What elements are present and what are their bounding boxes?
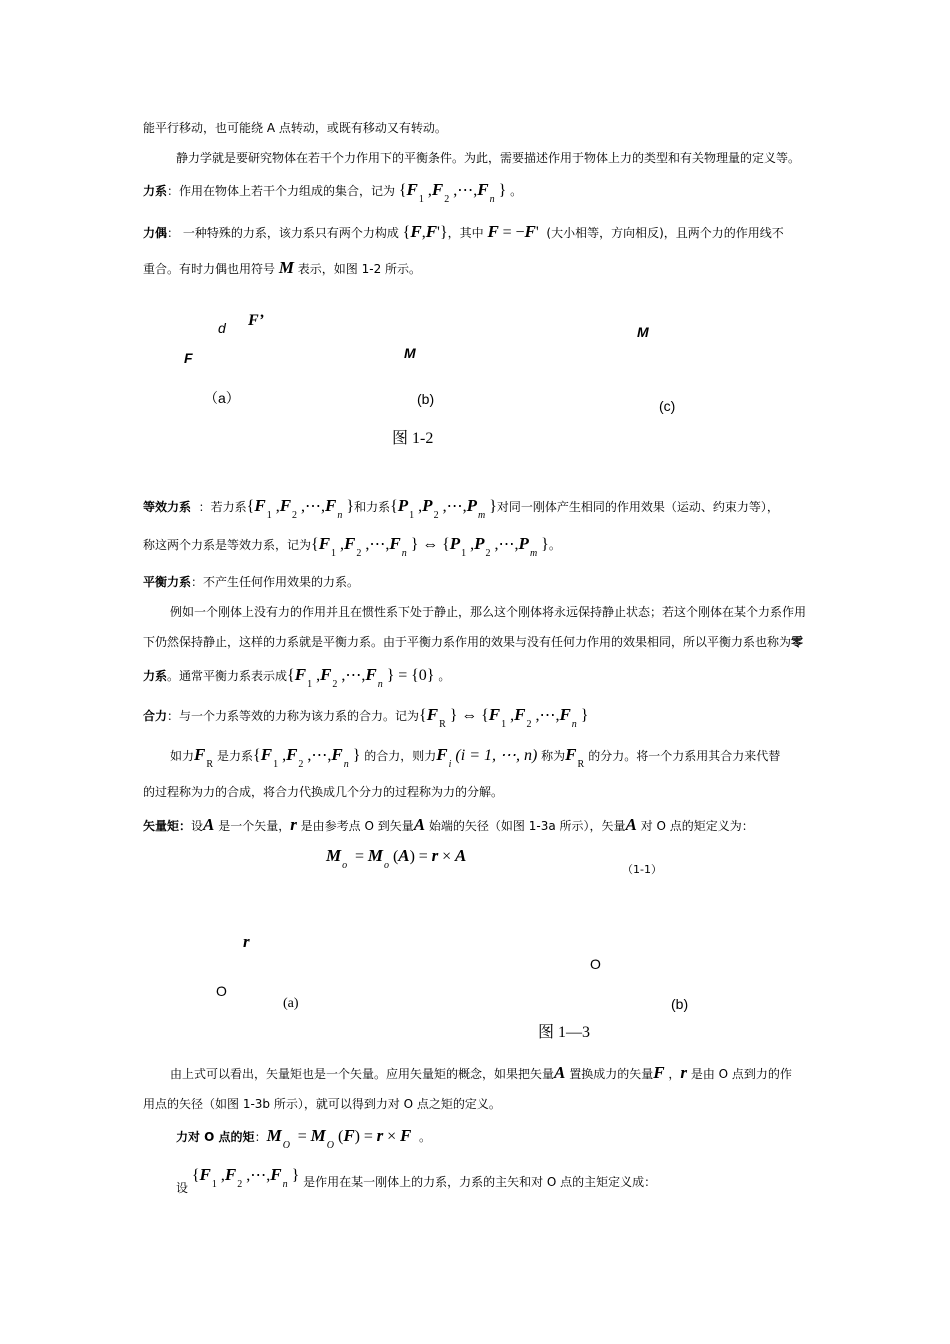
- resultant-term: 合力: [143, 709, 168, 723]
- fig12-label-d: d: [218, 320, 226, 336]
- fig13-sub-b: (b): [671, 996, 689, 1012]
- balance-term: 平衡力系: [143, 575, 192, 589]
- couple-formula: {F,F'}: [402, 222, 448, 241]
- fig12-sub-a: （a）: [204, 390, 240, 406]
- last-line: 设 $\{F_1,F_2,\cdots,F_n\}$ 是作用在某一刚体上的力系，力系的主矢和对 O 点的主矩定义成：: [176, 1165, 657, 1195]
- paragraph-1: 能平行移动，也可能绕 A 点转动，或既有移动又有转动。: [143, 121, 447, 135]
- couple-def-line2: 重合。有时力偶也用符号 M 表示，如图 1-2 所示。: [143, 258, 422, 277]
- resultant-line-2: 的过程称为力的合成，将合力代换成几个分力的过程称为力的分解。: [143, 785, 504, 799]
- example-line-2: 下仍然保持静止，这样的力系就是平衡力系。由于平衡力系作用的效果与没有任何力作用的效果相同，所以平衡力系也称为零: [143, 635, 804, 649]
- resultant-def: 合力：与一个力系等效的力称为该力系的合力。记为$\{F_R\}$ ⇔ $\{F_1,F_2,\cdots,F_n\}$: [143, 705, 589, 730]
- equiv-def-line2: 称这两个力系是等效力系，记为$\{F_1,F_2,\cdots,F_n\}$ ⇔ $\{P_1,P_2,\cdots,P_m\}$。: [143, 534, 561, 559]
- fig12-label-m-b: M: [404, 345, 416, 361]
- force-set-formula: $\{F_1,F_2,\cdots,F_n\}$: [398, 180, 507, 205]
- force-moment-term: 力对 O 点的矩: [176, 1130, 255, 1144]
- fig12-label-m-c: M: [637, 324, 649, 340]
- example-line-3: 力系。通常平衡力系表示成$\{F_1,F_2,\cdots,F_n\} = \{0\}$ 。: [143, 665, 451, 690]
- equiv-term: 等效力系: [143, 500, 192, 514]
- fig12-label-f: F: [184, 350, 193, 366]
- equation-number: （1-1）: [622, 863, 662, 876]
- equiv-set-p: $\{P_1,P_2,\cdots,P_m\}$: [390, 496, 497, 521]
- fig13-sub-a: (a): [283, 996, 299, 1011]
- resultant-formula: $\{F_R\}$ ⇔ $\{F_1,F_2,\cdots,F_n\}$: [419, 705, 589, 730]
- equiv-formula: $\{F_1,F_2,\cdots,F_n\}$ ⇔ $\{P_1,P_2,\cdots,P_m\}$: [311, 534, 549, 559]
- couple-symbol-m: M: [278, 258, 294, 277]
- equation-1-1: $M_o = M_o(A) = r \times A$: [326, 846, 467, 871]
- moment-term: 矢量矩：: [143, 819, 192, 833]
- fig12-caption: 图 1-2: [392, 430, 434, 447]
- fig13-label-r: r: [243, 932, 250, 951]
- force-moment-formula: $M_O = M_O(F) = r \times F$: [266, 1126, 412, 1151]
- equiv-def: 等效力系 ：若力系$\{F_1,F_2,\cdots,F_n\}$和力系$\{P_1,P_2,\cdots,P_m\}$对同一刚体产生相同的作用效果（运动、约束力等），: [143, 496, 779, 521]
- example-line-1: 例如一个刚体上没有力的作用并且在惯性系下处于静止，那么这个刚体将永远保持静止状态；若这个刚体在某个力系作用: [170, 605, 807, 619]
- fig12-sub-c: (c): [659, 398, 676, 414]
- balance-def: 平衡力系：不产生任何作用效果的力系。: [143, 575, 360, 589]
- fig13-label-o-a: O: [216, 983, 227, 999]
- resultant-line-1: 如力$F_R$是力系$\{F_1,F_2,\cdots,F_n\}$ 的合力，则力$F_i(i = 1$, ⋯, n) 称为$F_R$的分力。将一个力系用其合力来代替: [170, 745, 781, 770]
- fig13-label-o-b: O: [590, 956, 601, 972]
- moment-def: 矢量矩：设A 是一个矢量，r 是由参考点 O 到矢量A 始端的矢径（如图 1-3a 所示），矢量A 对 O 点的矩定义为：: [143, 815, 754, 834]
- equiv-set-f: $\{F_1,F_2,\cdots,F_n\}$: [246, 496, 355, 521]
- couple-def: 力偶： 一种特殊的力系，该力系只有两个力构成 {F,F'}，其中 F = −F' (大小相等，方向相反)，且两个力的作用线不: [143, 222, 784, 241]
- couple-term: 力偶: [143, 226, 168, 240]
- fig13-caption: 图 1—3: [538, 1024, 591, 1041]
- resultant-set-formula: $\{F_1,F_2,\cdots,F_n\}$: [253, 745, 361, 770]
- force-system-term: 力系: [143, 184, 168, 198]
- after-line-1: 由上式可以看出，矢量矩也是一个矢量。应用矢量矩的概念，如果把矢量A 置换成力的矢量F ，r 是由 O 点到力的作: [170, 1063, 792, 1082]
- fig12-label-fprime: F’: [248, 312, 264, 329]
- zero-system-formula: $\{F_1,F_2,\cdots,F_n\} = \{0\}$: [287, 665, 435, 690]
- couple-equal-formula: F = −F': [487, 222, 539, 241]
- force-system-def: 力系：作用在物体上若干个力组成的集合，记为 $\{F_1,F_2,\cdots,F_n\}$ 。: [143, 180, 523, 205]
- paragraph-2: 静力学就是要研究物体在若干个力作用下的平衡条件。为此，需要描述作用于物体上力的类型和有关物理量的定义等。: [176, 151, 801, 165]
- after-line-2: 用点的矢径（如图 1-3b 所示），就可以得到力对 O 点之矩的定义。: [143, 1097, 501, 1111]
- force-moment-def: 力对 O 点的矩：$M_O = M_O(F) = r \times F$ 。: [176, 1126, 431, 1151]
- fig12-sub-b: (b): [417, 391, 435, 407]
- last-set-formula: $\{F_1,F_2,\cdots,F_n\}$: [191, 1165, 300, 1190]
